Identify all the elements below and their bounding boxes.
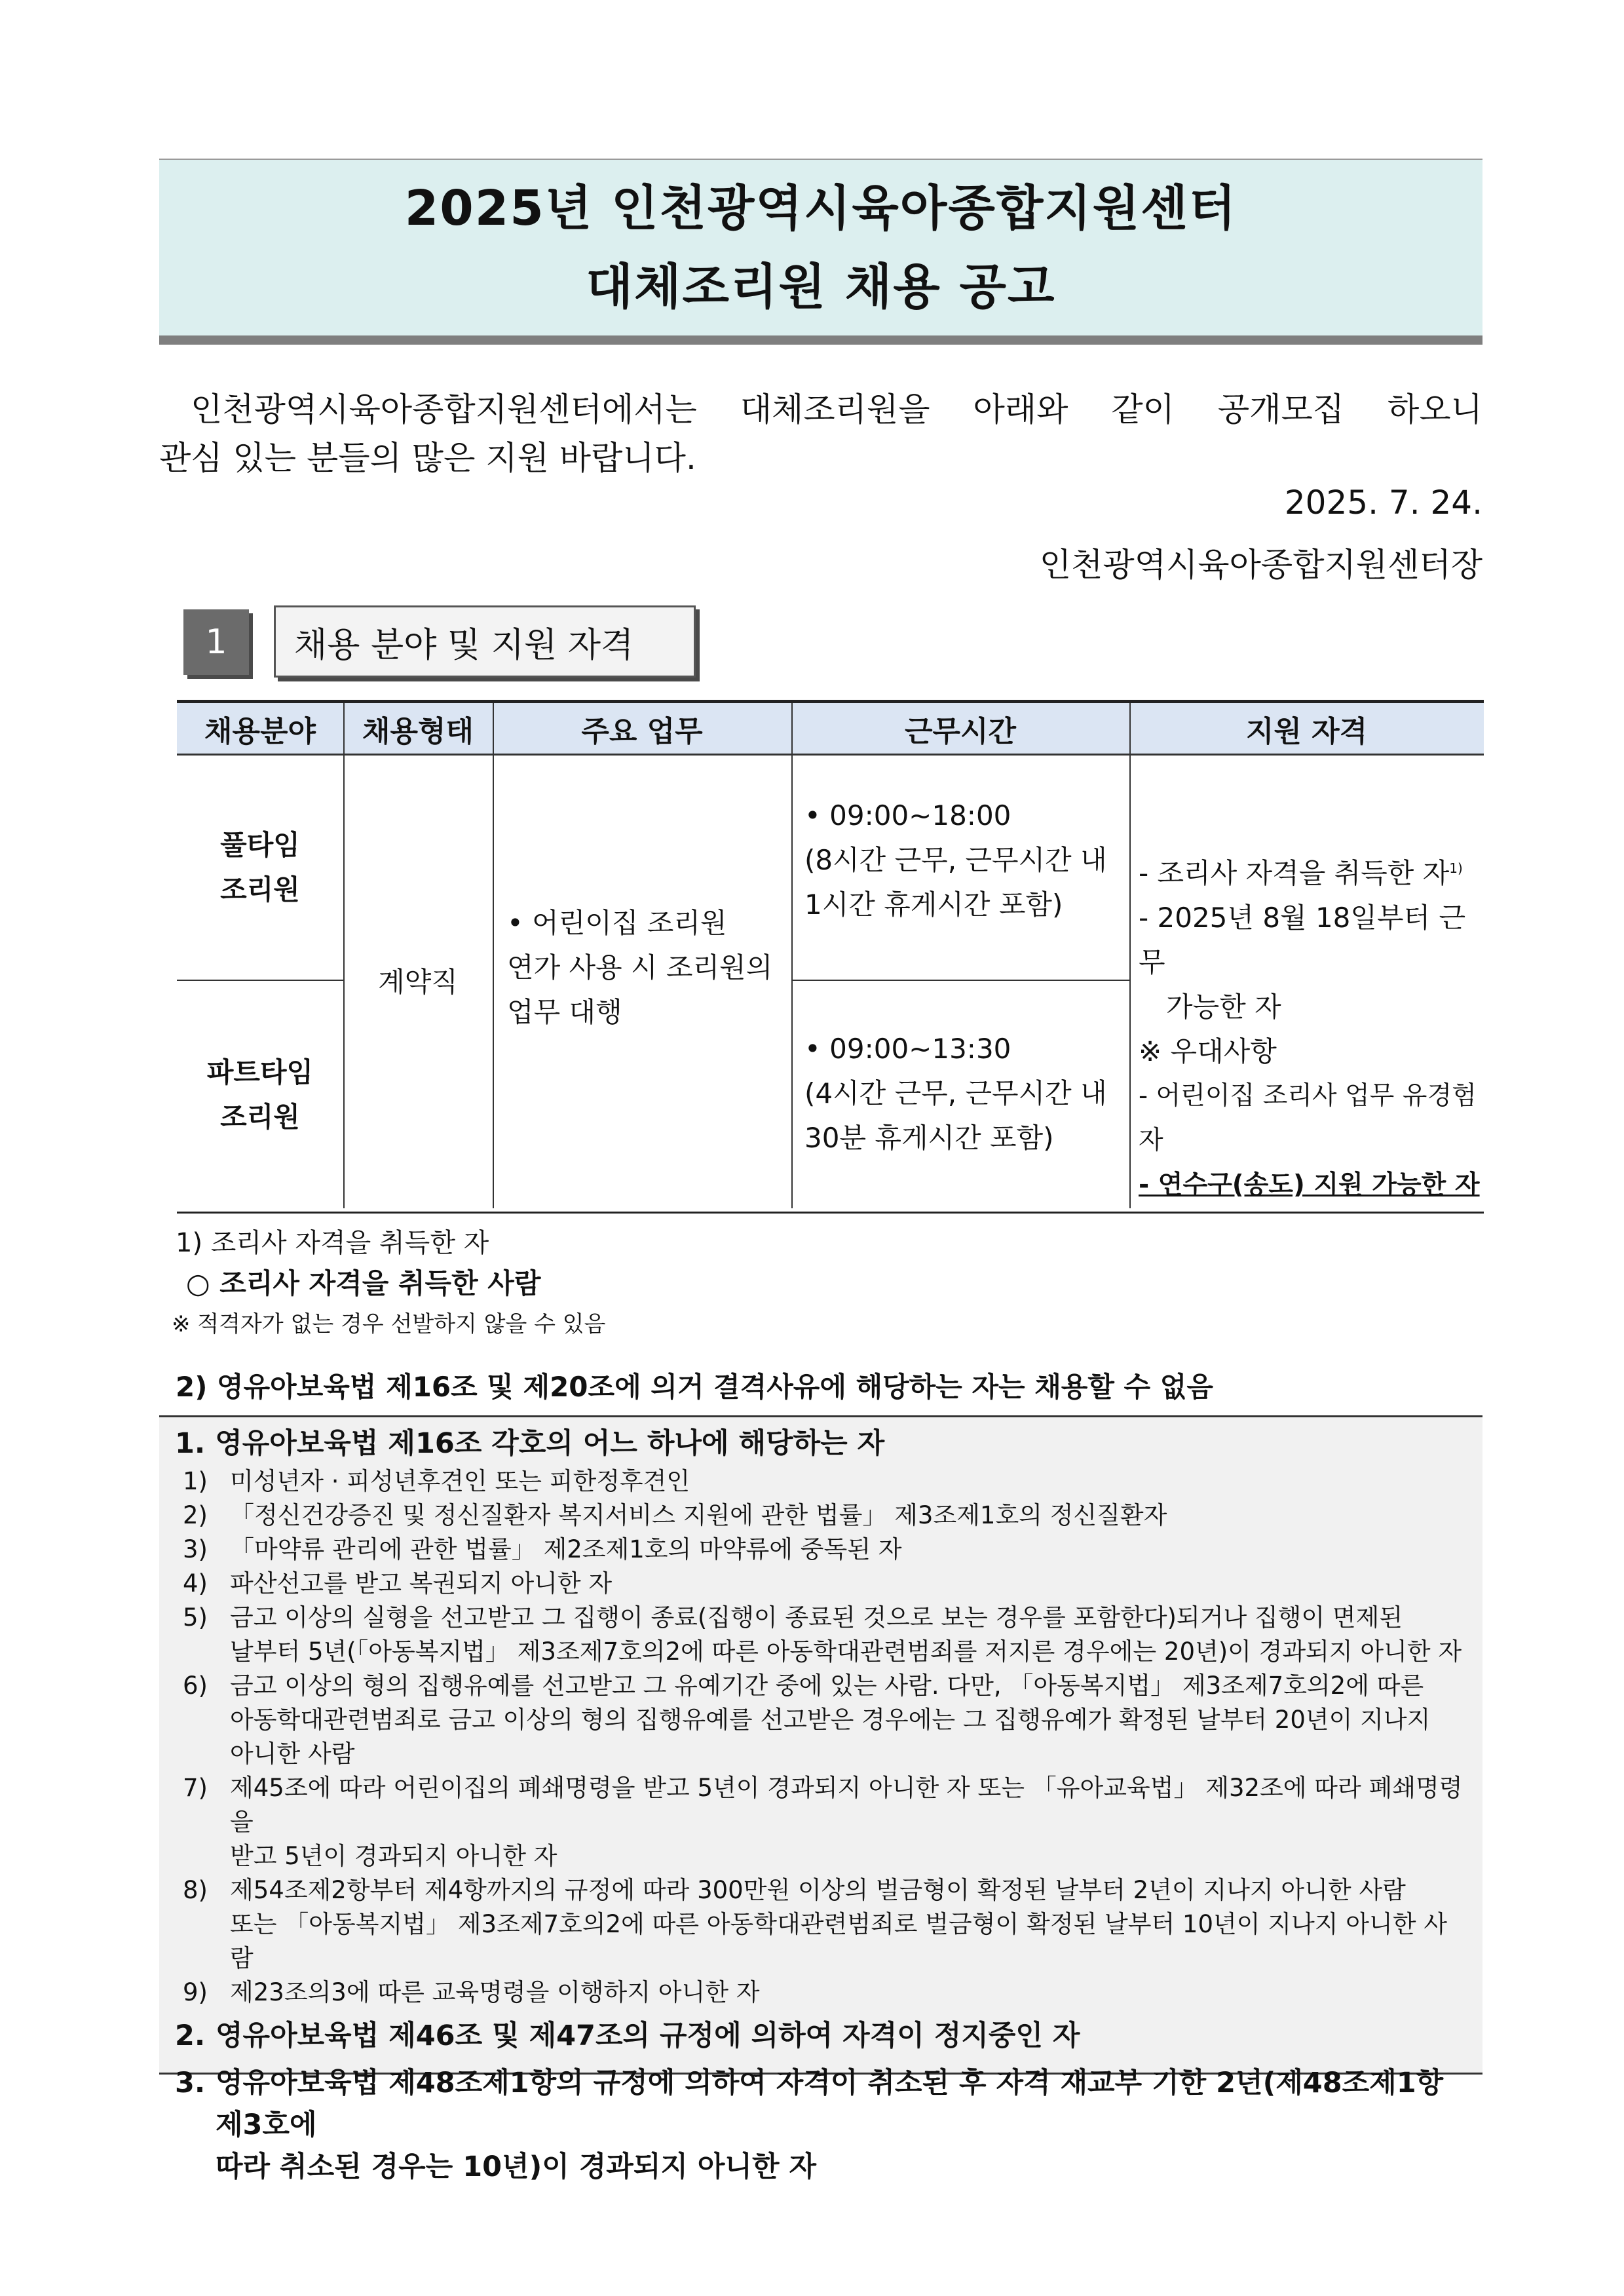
hours-note: (4시간 근무, 근무시간 내 [804,1077,1107,1109]
intro-text [159,385,1482,482]
announcement-date: 2025. 7. 24. [1284,484,1482,522]
table-header: 채용형태 [343,703,493,756]
parttime-name: 파트타임 [206,1056,314,1088]
hours-line: • 09:00~18:00 [804,799,1011,832]
section-title: 채용 분야 및 지원 자격 [274,605,696,678]
qual-text: - 조리사 자격을 취득한 자 [1139,857,1450,889]
qual-line [1139,846,1480,896]
list-item-line: 「마약류 관리에 관한 법률」 제2조제1호의 마약류에 중독된 자 [230,1535,902,1563]
list-item-num: 7) [183,1774,208,1802]
intro-word: 대체조리원을 [740,391,930,429]
signer: 인천광역시육아종합지원센터장 [1039,546,1482,584]
list-item-text [230,1771,1467,1873]
disq-heading-line: 따라 취소된 경우는 10년)이 경과되지 아니한 자 [216,2151,816,2183]
table-header: 주요 업무 [493,703,791,756]
title-box [159,159,1482,345]
fulltime-field [177,756,343,980]
main-duty [493,756,791,1208]
disq-heading-line: 영유아보육법 제48조제1항의 규정에 의하여 자격이 취소된 후 자격 재교부 기한 2년(제48조제1항제3호에 [216,2067,1444,2141]
disq-heading: 1. 영유아보육법 제16조 각호의 어느 하나에 해당하는 자 [175,1427,885,1460]
disq-heading-num: 2. [175,2019,206,2052]
disq-heading-text: 영유아보육법 제46조 및 제47조의 규정에 의하여 자격이 정지중인 자 [216,2019,1080,2052]
hours-note: (8시간 근무, 근무시간 내 [804,844,1107,876]
disq-heading-num: 3. [175,2067,206,2099]
list-item [175,1976,1467,2010]
preference-line: - 연수구(송도) 지원 가능한 자 [1139,1170,1480,1200]
list-item-line: 금고 이상의 형의 집행유예를 선고받고 그 유예기간 중에 있는 사람. 다만, 「아동복지법」 제3조제7호의2에 따른 [230,1672,1424,1700]
parttime-name: 조리원 [220,1100,300,1133]
list-item-line: 제23조의3에 따른 교육명령을 이행하지 아니한 자 [230,1978,760,2006]
list-item-num: 6) [183,1672,208,1700]
list-item-num: 8) [183,1876,208,1904]
qual-line: - 2025년 8월 18일부터 근무 [1139,902,1466,978]
list-item-text [230,1464,1467,1499]
disq-heading [175,2015,1467,2057]
qualifications [1129,756,1484,1208]
list-item [175,1464,1467,1499]
table-header: 지원 자격 [1129,703,1484,756]
disq-items [175,1464,1467,2010]
intro-word: 인천광역시육아종합지원센터에서는 [191,391,697,429]
list-item-line: 「정신건강증진 및 정신질환자 복지서비스 지원에 관한 법률」 제3조제1호의 정신질환자 [230,1501,1167,1529]
list-item-num: 5) [183,1603,208,1632]
list-item-num: 1) [183,1467,208,1495]
hours-line: • 09:00~13:30 [804,1033,1011,1065]
disqualification-box [159,1415,1482,2183]
disq-heading [175,2062,1467,2188]
list-item-num: 4) [183,1569,208,1598]
intro-word: 아래와 [973,391,1068,429]
list-item-line: 또는 「아동복지법」 제3조제7호의2에 따른 아동학대관련범죄로 벌금형이 확정된 날부터 10년이 지나지 아니한 사람 [230,1910,1447,1972]
fulltime-hours [791,756,1129,980]
list-item-line: 아동학대관련범죄로 금고 이상의 형의 집행유예를 선고받은 경우에는 그 집행유예가 확정된 날부터 20년이 지나지 [230,1706,1431,1734]
recruitment-table [177,700,1484,1214]
list-item-line: 금고 이상의 실형을 선고받고 그 집행이 종료(집행이 종료된 것으로 보는 경우를 포함한다)되거나 집행이 면제된 [230,1603,1403,1632]
duty-line: 연가 사용 시 조리원의 [507,951,773,984]
duty-line: • 어린이집 조리원 [507,907,727,939]
hours-note: 1시간 휴게시간 포함) [804,889,1063,921]
list-item-line: 아니한 사람 [230,1740,355,1768]
list-item [175,1771,1467,1873]
note-line: ○ 조리사 자격을 취득한 사람 [186,1267,541,1299]
list-item-line: 받고 5년이 경과되지 아니한 자 [230,1842,557,1870]
list-item-text [230,1976,1467,2010]
list-item-text [230,1669,1467,1771]
list-item-num: 3) [183,1535,208,1563]
list-item-line: 미성년자 · 피성년후견인 또는 피한정후견인 [230,1467,690,1495]
list-item-line: 제45조에 따라 어린이집의 폐쇄명령을 받고 5년이 경과되지 아니한 자 또는 「유아교육법」 제32조에 따라 폐쇄명령을 [230,1774,1463,1836]
list-item-line: 날부터 5년(「아동복지법」 제3조제7호의2에 따른 아동학대관련범죄를 저지른 경우에는 20년)이 경과되지 아니한 자 [230,1637,1462,1666]
list-item-text [230,1601,1467,1669]
list-item [175,1567,1467,1601]
note-line: 1) 조리사 자격을 취득한 자 [176,1228,489,1258]
list-item [175,1499,1467,1533]
list-item-line: 제54조제2항부터 제4항까지의 규정에 따라 300만원 이상의 벌금형이 확정된 날부터 2년이 지나지 아니한 사람 [230,1876,1406,1904]
list-item [175,1601,1467,1669]
list-item [175,1873,1467,1976]
employment-type: 계약직 [378,965,458,998]
intro-word: 공개모집 [1217,391,1345,429]
preference-line: - 어린이집 조리사 업무 유경험자 [1139,1081,1477,1155]
title-line-1: 2025년 인천광역시육아종합지원센터 [404,180,1237,237]
list-item-line: 파산선고를 받고 복권되지 아니한 자 [230,1569,613,1598]
notes [172,1223,606,1345]
list-item-text [230,1499,1467,1533]
list-item-num: 2) [183,1501,208,1529]
note-line: ※ 적격자가 없는 경우 선발하지 않을 수 있음 [172,1311,606,1337]
disqualification-title: 2) 영유아보육법 제16조 및 제20조에 의거 결격사유에 해당하는 자는 채용할 수 없음 [176,1371,1213,1403]
list-item-text [230,1567,1467,1601]
section-number: 1 [183,609,249,675]
fulltime-name: 조리원 [220,873,300,906]
list-item [175,1533,1467,1567]
hours-note: 30분 휴게시간 포함) [804,1122,1054,1154]
intro-line-2: 관심 있는 분들의 많은 지원 바랍니다. [159,439,696,477]
preference-title: ※ 우대사항 [1139,1035,1277,1067]
intro-line-1 [159,385,1482,434]
fulltime-name: 풀타임 [220,829,300,861]
list-item-text [230,1873,1467,1976]
parttime-hours [791,981,1129,1208]
disq-heading-text [216,2062,1467,2188]
parttime-field [177,981,343,1208]
intro-word: 같이 [1111,391,1175,429]
table-header: 근무시간 [791,703,1129,756]
qual-line: 가능한 자 [1166,991,1281,1023]
list-item [175,1669,1467,1771]
list-item-num: 9) [183,1978,208,2006]
list-item-text [230,1533,1467,1567]
title-line-2: 대체조리원 채용 공고 [586,259,1056,315]
duty-line: 업무 대행 [507,996,622,1028]
footnote-ref: 1) [1449,860,1463,876]
intro-word: 하오니 [1388,391,1482,429]
table-header: 채용분야 [177,703,343,756]
